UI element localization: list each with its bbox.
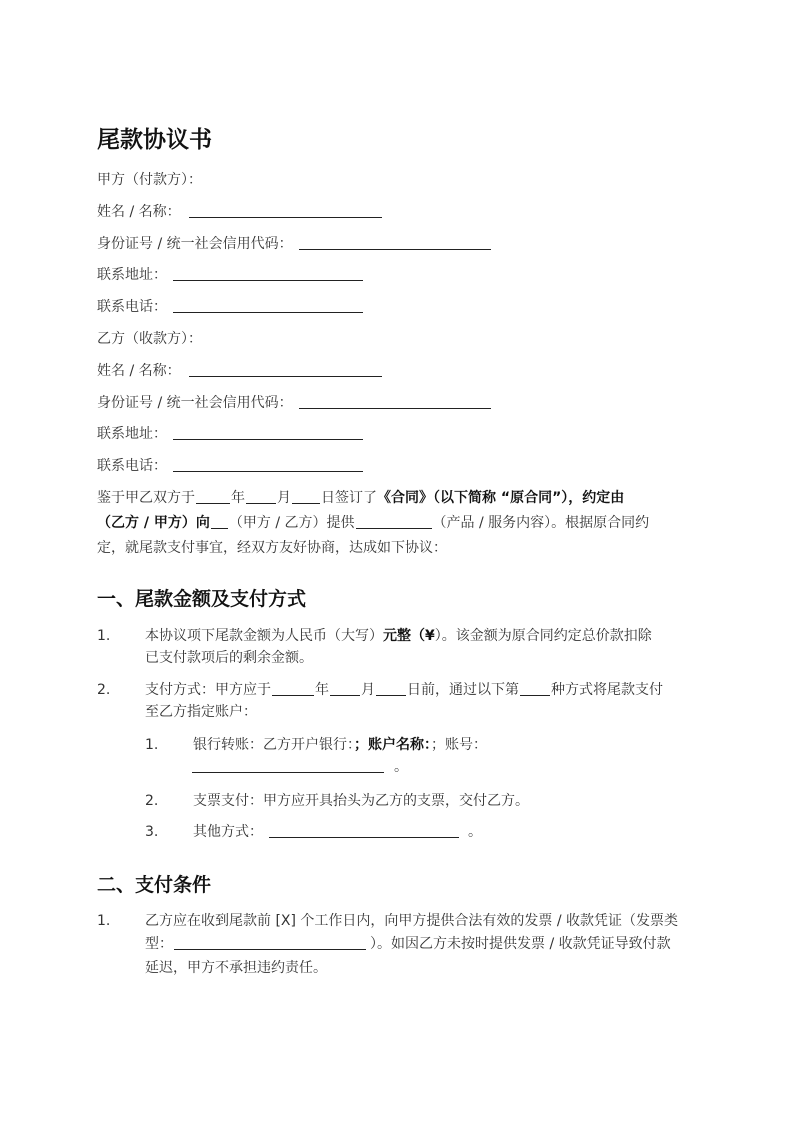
preamble-line-2 bbox=[97, 513, 649, 533]
party-a-phone-row bbox=[97, 297, 363, 317]
payment-day-field[interactable] bbox=[376, 680, 406, 696]
party-a-address-label: 联系地址： bbox=[97, 267, 167, 283]
preamble-text: （产品 / 服务内容）。根据原合同约 bbox=[432, 515, 650, 531]
item-text: ）。该金额为原合同约定总价款扣除 bbox=[434, 628, 652, 644]
other-method-field[interactable] bbox=[269, 822, 459, 838]
list-number: 1. bbox=[97, 628, 111, 644]
party-a-id-row bbox=[97, 234, 491, 254]
party-b-heading: 乙方（收款方）： bbox=[97, 331, 202, 347]
party-a-heading: 甲方（付款方）： bbox=[97, 172, 202, 188]
s2-item1-line3: 延迟，甲方不承担违约责任。 bbox=[145, 960, 327, 976]
party-b-address-label: 联系地址： bbox=[97, 426, 167, 442]
s1-item2-line2: 至乙方指定账户： bbox=[145, 704, 257, 720]
party-a-id-field[interactable] bbox=[299, 234, 491, 250]
item-text: 本协议项下尾款金额为人民币（大写） bbox=[145, 628, 383, 644]
contract-reference: 《合同》（以下简称 “原合同”），约定由 bbox=[377, 490, 625, 506]
account-number-field[interactable] bbox=[192, 757, 384, 773]
amount-bold-text: 元整（¥ bbox=[383, 628, 435, 644]
period: 。 bbox=[394, 759, 408, 775]
cheque-payment-line: 支票支付：甲方应开具抬头为乙方的支票，交付乙方。 bbox=[193, 793, 529, 809]
party-a-name-label: 姓名 / 名称： bbox=[97, 204, 181, 220]
other-method-line bbox=[193, 822, 482, 842]
party-b-id-field[interactable] bbox=[299, 393, 491, 409]
party-a-name-field[interactable] bbox=[189, 202, 382, 218]
party-a-address-row bbox=[97, 265, 363, 285]
party-a-phone-label: 联系电话： bbox=[97, 299, 167, 315]
sub-list-number: 3. bbox=[145, 824, 159, 840]
party-a-name-row bbox=[97, 202, 382, 222]
item-text: 日前，通过以下第 bbox=[407, 682, 519, 698]
party-b-phone-label: 联系电话： bbox=[97, 458, 167, 474]
item-text: ）。如因乙方未按时提供发票 / 收款凭证导致付款 bbox=[370, 936, 671, 952]
party-a-address-field[interactable] bbox=[173, 265, 363, 281]
section-2-heading: 二、支付条件 bbox=[97, 874, 212, 896]
party-b-name-row bbox=[97, 361, 382, 381]
list-number: 2. bbox=[97, 682, 111, 698]
party-b-id-label: 身份证号 / 统一社会信用代码： bbox=[97, 395, 293, 411]
invoice-type-label: 型： bbox=[145, 936, 173, 952]
contract-month-field[interactable] bbox=[246, 488, 276, 504]
preamble-text: （甲方 / 乙方）提供 bbox=[228, 515, 355, 531]
s2-item1-line1: 乙方应在收到尾款前 [X] 个工作日内，向甲方提供合法有效的发票 / 收款凭证（发票类 bbox=[145, 913, 679, 929]
direction-field[interactable] bbox=[211, 513, 228, 529]
direction-text: （乙方 / 甲方）向 bbox=[97, 515, 210, 531]
item-text: 支付方式：甲方应于 bbox=[145, 682, 271, 698]
bank-label: 银行转账：乙方开户银行： bbox=[193, 737, 354, 753]
party-b-name-label: 姓名 / 名称： bbox=[97, 363, 181, 379]
party-b-id-row bbox=[97, 393, 491, 413]
preamble-text: 鉴于甲乙双方于 bbox=[97, 490, 195, 506]
preamble-line-1 bbox=[97, 488, 624, 508]
invoice-type-field[interactable] bbox=[174, 934, 366, 950]
party-b-phone-field[interactable] bbox=[173, 456, 363, 472]
item-text: 种方式将尾款支付 bbox=[551, 682, 663, 698]
party-b-name-field[interactable] bbox=[189, 361, 382, 377]
s2-item1-line2 bbox=[145, 934, 671, 954]
party-a-phone-field[interactable] bbox=[173, 297, 363, 313]
month-label: 月 bbox=[361, 682, 375, 698]
year-label: 年 bbox=[315, 682, 329, 698]
period: 。 bbox=[468, 824, 482, 840]
account-name-label: ；账户名称： bbox=[354, 737, 431, 753]
contract-day-field[interactable] bbox=[292, 488, 320, 504]
payment-month-field[interactable] bbox=[330, 680, 360, 696]
party-b-phone-row bbox=[97, 456, 363, 476]
page-title: 尾款协议书 bbox=[97, 127, 212, 153]
sub-list-number: 1. bbox=[145, 737, 159, 753]
preamble-text: 日签订了 bbox=[321, 490, 377, 506]
party-b-address-row bbox=[97, 424, 363, 444]
party-b-address-field[interactable] bbox=[173, 424, 363, 440]
party-a-id-label: 身份证号 / 统一社会信用代码： bbox=[97, 236, 293, 252]
product-service-field[interactable] bbox=[356, 513, 432, 529]
bank-transfer-line bbox=[193, 735, 487, 755]
list-number: 1. bbox=[97, 913, 111, 929]
s1-item1-line1 bbox=[145, 626, 652, 646]
s1-item2-line1 bbox=[145, 680, 663, 700]
payment-year-field[interactable] bbox=[272, 680, 314, 696]
month-label: 月 bbox=[277, 490, 291, 506]
contract-year-field[interactable] bbox=[196, 488, 230, 504]
year-label: 年 bbox=[231, 490, 245, 506]
sub-list-number: 2. bbox=[145, 793, 159, 809]
other-method-label: 其他方式： bbox=[193, 824, 263, 840]
preamble-line-3: 定，就尾款支付事宜，经双方友好协商，达成如下协议： bbox=[97, 540, 447, 556]
account-number-label: ；账号： bbox=[431, 737, 487, 753]
section-1-heading: 一、尾款金额及支付方式 bbox=[97, 588, 307, 610]
bank-transfer-line-2 bbox=[192, 757, 408, 777]
payment-method-number-field[interactable] bbox=[520, 680, 550, 696]
s1-item1-line2: 已支付款项后的剩余金额。 bbox=[145, 650, 313, 666]
